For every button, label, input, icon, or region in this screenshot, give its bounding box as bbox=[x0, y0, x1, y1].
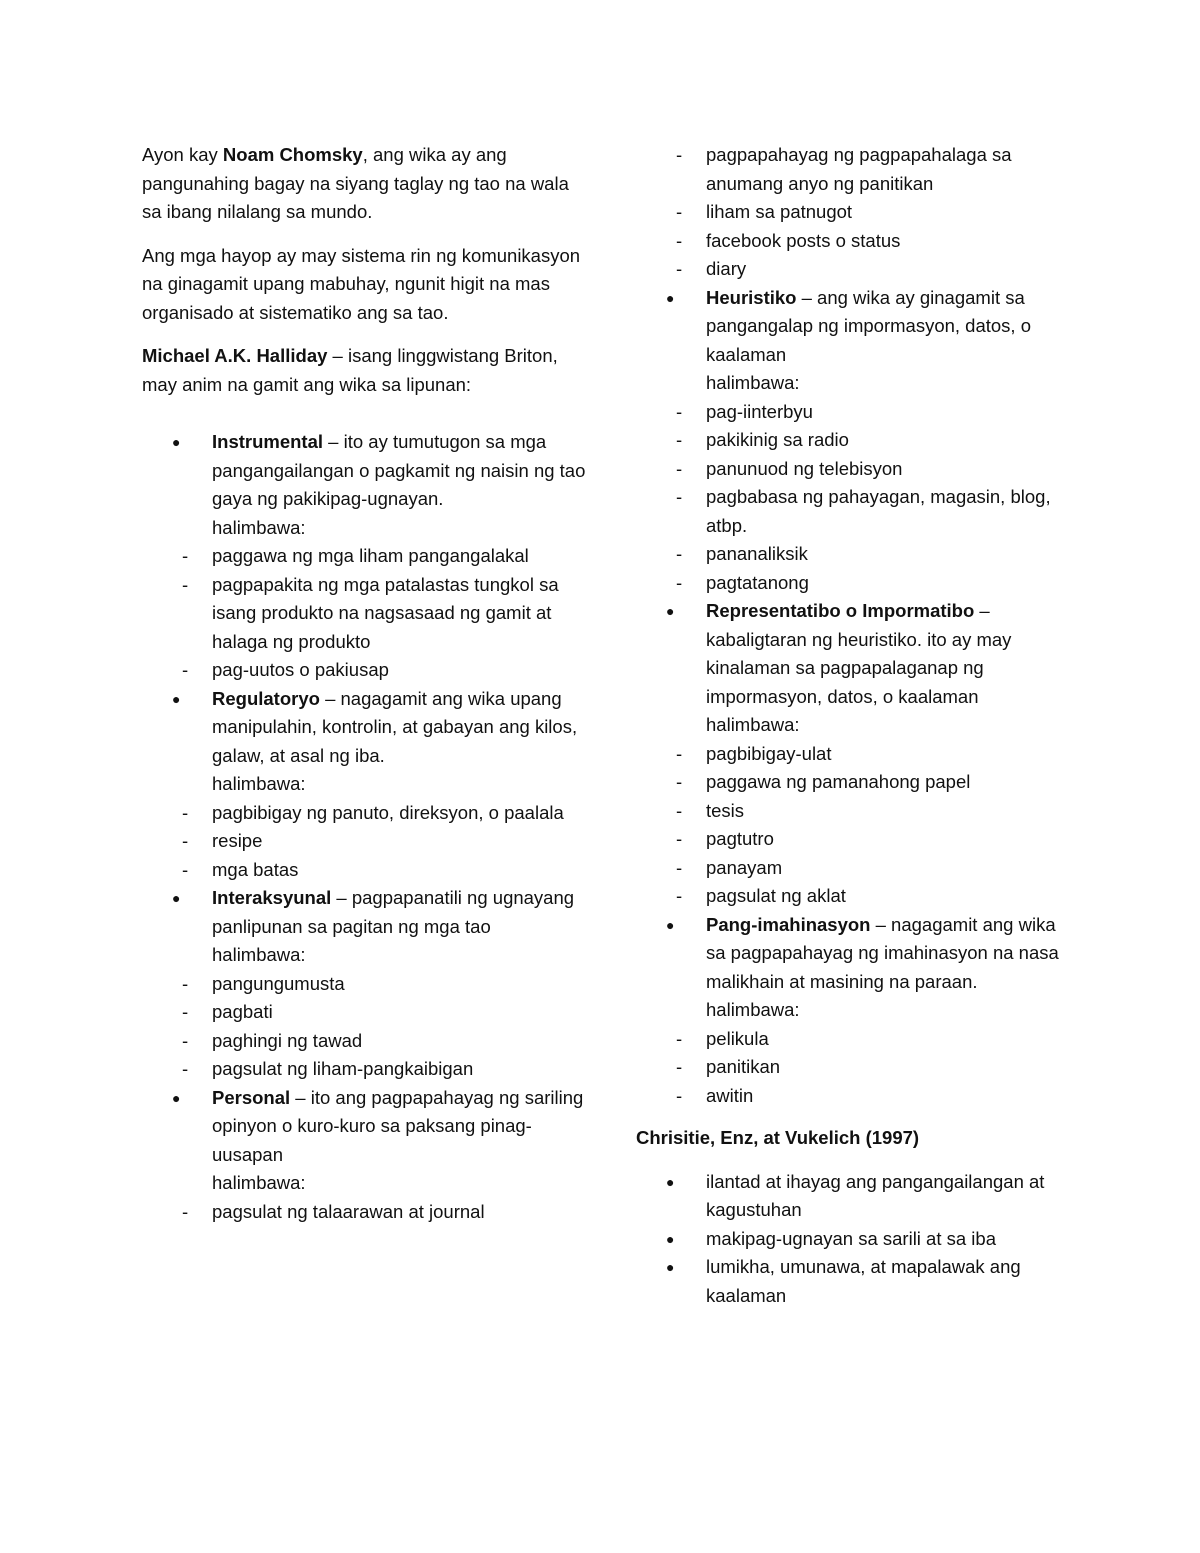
function-term: Representatibo o Impormatibo bbox=[706, 600, 975, 621]
function-term: Personal bbox=[212, 1086, 291, 1108]
example-item bbox=[142, 998, 587, 1027]
christie-heading: Chrisitie, Enz, at Vukelich (1997) bbox=[636, 1127, 920, 1148]
example-text: pag-iinterbyu bbox=[706, 400, 813, 422]
example-text: pagtutro bbox=[706, 828, 774, 849]
function-desc: – pagpapanatili ng ugnayang panlipunan sa pagitan ng mga tao bbox=[212, 887, 575, 937]
example-item bbox=[142, 970, 587, 999]
example-label: halimbawa: bbox=[706, 372, 800, 393]
intro-text: , ang wika ay ang pangunahing bagay na siyang taglay ng tao na wala sa ibang nilalang sa mundo. bbox=[142, 144, 569, 222]
example-text: facebook posts o status bbox=[706, 229, 901, 251]
bullet-icon: ● bbox=[666, 289, 675, 306]
bullet-icon: ● bbox=[666, 603, 675, 619]
bullet-icon: ● bbox=[666, 1173, 675, 1190]
example-item bbox=[636, 227, 1076, 256]
function-desc: – kabaligtaran ng heuristiko. ito ay may kinalaman sa pagpapalaganap ng impormasyon, datos, o kaalaman bbox=[706, 600, 1012, 707]
example-item bbox=[142, 856, 587, 885]
function-pang-imahinasyon bbox=[636, 911, 1076, 1025]
example-text: paghingi ng tawad bbox=[212, 1029, 363, 1051]
dash-icon: - bbox=[182, 1058, 189, 1079]
example-text: mga batas bbox=[212, 858, 299, 880]
example-item bbox=[636, 455, 1076, 484]
example-text: awitin bbox=[706, 1084, 754, 1106]
example-item bbox=[636, 825, 1076, 854]
dash-icon: - bbox=[182, 659, 189, 680]
example-label: halimbawa: bbox=[212, 773, 306, 794]
function-desc: – ito ay tumutugon sa mga pangangailangan o pagkamit ng naisin ng tao gaya ng pakikipag-ugnayan. bbox=[212, 431, 586, 509]
halliday-text: – isang linggwistang Briton, may anim na gamit ang wika sa lipunan: bbox=[142, 345, 558, 395]
function-heuristiko bbox=[636, 284, 1076, 398]
dash-icon: - bbox=[182, 830, 189, 851]
christie-item bbox=[636, 1168, 1076, 1225]
example-item bbox=[636, 882, 1076, 911]
example-text: pagsulat ng talaarawan at journal bbox=[212, 1200, 485, 1222]
dash-icon: - bbox=[676, 799, 683, 821]
example-text: pagtatanong bbox=[706, 571, 809, 593]
example-text: panunuod ng telebisyon bbox=[706, 457, 903, 479]
example-text: pananaliksik bbox=[706, 543, 808, 564]
example-text: liham sa patnugot bbox=[706, 201, 853, 222]
example-item bbox=[142, 1027, 587, 1056]
example-item bbox=[636, 854, 1076, 883]
intro-chomsky bbox=[142, 141, 587, 227]
example-item bbox=[636, 255, 1076, 284]
function-term: Regulatoryo bbox=[212, 687, 320, 709]
example-item bbox=[142, 799, 587, 828]
dash-icon: - bbox=[676, 742, 683, 764]
christie-text: makipag-ugnayan sa sarili at sa iba bbox=[706, 1227, 996, 1249]
example-text: pelikula bbox=[706, 1027, 769, 1049]
dash-icon: - bbox=[676, 457, 683, 479]
function-desc: – nagagamit ang wika sa pagpapahayag ng imahinasyon na nasa malikhain at masining na paraan. bbox=[706, 913, 1059, 992]
dash-icon: - bbox=[676, 1027, 683, 1049]
example-item bbox=[142, 571, 587, 657]
bullet-icon: ● bbox=[172, 434, 181, 450]
dash-icon: - bbox=[182, 858, 189, 880]
example-item bbox=[142, 656, 587, 685]
example-item bbox=[142, 542, 587, 571]
example-text: pagbibigay-ulat bbox=[706, 742, 832, 764]
christie-item bbox=[636, 1225, 1076, 1254]
dash-icon: - bbox=[182, 801, 189, 823]
dash-icon: - bbox=[676, 229, 683, 251]
christie-item bbox=[636, 1253, 1076, 1310]
dash-icon: - bbox=[676, 771, 683, 792]
bullet-icon: ● bbox=[666, 916, 675, 933]
example-text: pagbabasa ng pahayagan, magasin, blog, atbp. bbox=[706, 486, 1051, 536]
example-item bbox=[636, 569, 1076, 598]
function-regulatoryo bbox=[142, 685, 587, 799]
bullet-icon: ● bbox=[172, 1089, 181, 1106]
example-label: halimbawa: bbox=[212, 1172, 306, 1193]
example-item bbox=[636, 426, 1076, 455]
chomsky-name: Noam Chomsky bbox=[222, 144, 363, 165]
example-text: panayam bbox=[706, 856, 783, 878]
example-item bbox=[636, 1053, 1076, 1082]
example-item bbox=[142, 827, 587, 856]
dash-icon: - bbox=[676, 144, 683, 165]
function-personal bbox=[142, 1084, 587, 1198]
dash-icon: - bbox=[182, 1029, 189, 1051]
example-item bbox=[636, 1082, 1076, 1111]
function-term: Interaksyunal bbox=[212, 887, 332, 908]
example-item bbox=[636, 540, 1076, 569]
example-item bbox=[142, 1055, 587, 1084]
dash-icon: - bbox=[676, 201, 683, 222]
example-item bbox=[636, 1025, 1076, 1054]
dash-icon: - bbox=[182, 1001, 189, 1022]
example-label: halimbawa: bbox=[212, 516, 306, 538]
example-text: diary bbox=[706, 258, 747, 279]
dash-icon: - bbox=[676, 429, 683, 450]
intro-text: Ayon kay bbox=[142, 144, 223, 165]
bullet-icon: ● bbox=[666, 1230, 675, 1247]
example-label: halimbawa: bbox=[706, 999, 800, 1020]
example-text: pagsulat ng aklat bbox=[706, 885, 846, 906]
dash-icon: - bbox=[676, 828, 683, 849]
example-text: resipe bbox=[212, 830, 263, 851]
dash-icon: - bbox=[676, 1084, 683, 1106]
example-item bbox=[636, 483, 1076, 540]
example-item bbox=[636, 740, 1076, 769]
function-desc: – ito ang pagpapahayag ng sariling opinyon o kuro-kuro sa paksang pinag-uusapan bbox=[212, 1086, 584, 1165]
dash-icon: - bbox=[182, 1200, 189, 1222]
function-term: Instrumental bbox=[212, 431, 324, 452]
dash-icon: - bbox=[676, 543, 683, 564]
example-text: pangungumusta bbox=[212, 972, 345, 994]
example-text: pagpapakita ng mga patalastas tungkol sa isang produkto na nagsasaad ng gamit at halaga ng produkto bbox=[212, 573, 559, 652]
example-item bbox=[142, 1198, 587, 1227]
example-text: paggawa ng pamanahong papel bbox=[706, 771, 971, 792]
example-text: pag-uutos o pakiusap bbox=[212, 659, 389, 680]
dash-icon: - bbox=[676, 486, 683, 507]
function-desc: – nagagamit ang wika upang manipulahin, kontrolin, at gabayan ang kilos, galaw, at asal ng iba. bbox=[212, 687, 578, 766]
example-text: paggawa ng mga liham pangangalakal bbox=[212, 545, 529, 566]
christie-text: ilantad at ihayag ang pangangailangan at kagustuhan bbox=[706, 1170, 1045, 1220]
dash-icon: - bbox=[182, 972, 189, 994]
bullet-icon: ● bbox=[172, 690, 181, 707]
dash-icon: - bbox=[676, 258, 683, 279]
dash-icon: - bbox=[676, 571, 683, 593]
dash-icon: - bbox=[676, 400, 683, 422]
example-text: panitikan bbox=[706, 1056, 781, 1077]
function-term: Pang-imahinasyon bbox=[706, 913, 871, 935]
left-column bbox=[142, 141, 587, 1226]
example-item bbox=[636, 797, 1076, 826]
example-label: halimbawa: bbox=[212, 944, 306, 965]
dash-icon: - bbox=[676, 885, 683, 906]
dash-icon: - bbox=[182, 545, 189, 566]
function-instrumental bbox=[142, 428, 587, 542]
christie-text: lumikha, umunawa, at mapalawak ang kaalaman bbox=[706, 1256, 1021, 1306]
example-text: pagsulat ng liham-pangkaibigan bbox=[212, 1058, 474, 1079]
dash-icon: - bbox=[676, 1056, 683, 1077]
intro-animals: Ang mga hayop ay may sistema rin ng komunikasyon na ginagamit upang mabuhay, ngunit higit na mas organisado at sistematiko ang sa tao. bbox=[142, 244, 581, 323]
halliday-name: Michael A.K. Halliday bbox=[142, 345, 328, 366]
example-item bbox=[636, 398, 1076, 427]
function-term: Heuristiko bbox=[706, 286, 797, 308]
bullet-icon: ● bbox=[666, 1259, 675, 1275]
example-text: pagbibigay ng panuto, direksyon, o paalala bbox=[212, 801, 564, 823]
dash-icon: - bbox=[676, 856, 683, 878]
function-desc: – ang wika ay ginagamit sa pangangalap ng impormasyon, datos, o kaalaman bbox=[706, 286, 1031, 365]
example-text: tesis bbox=[706, 799, 745, 821]
dash-icon: - bbox=[182, 573, 189, 595]
bullet-icon: ● bbox=[172, 890, 181, 906]
example-item bbox=[636, 141, 1076, 198]
right-column bbox=[636, 141, 1076, 1310]
example-label: halimbawa: bbox=[706, 714, 800, 735]
function-representatibo bbox=[636, 597, 1076, 740]
example-text: pakikinig sa radio bbox=[706, 429, 849, 450]
function-interaksyunal bbox=[142, 884, 587, 970]
example-text: pagbati bbox=[212, 1001, 273, 1022]
example-item bbox=[636, 198, 1076, 227]
halliday-intro bbox=[142, 342, 587, 399]
example-item bbox=[636, 768, 1076, 797]
example-text: pagpapahayag ng pagpapahalaga sa anumang anyo ng panitikan bbox=[706, 144, 1012, 194]
